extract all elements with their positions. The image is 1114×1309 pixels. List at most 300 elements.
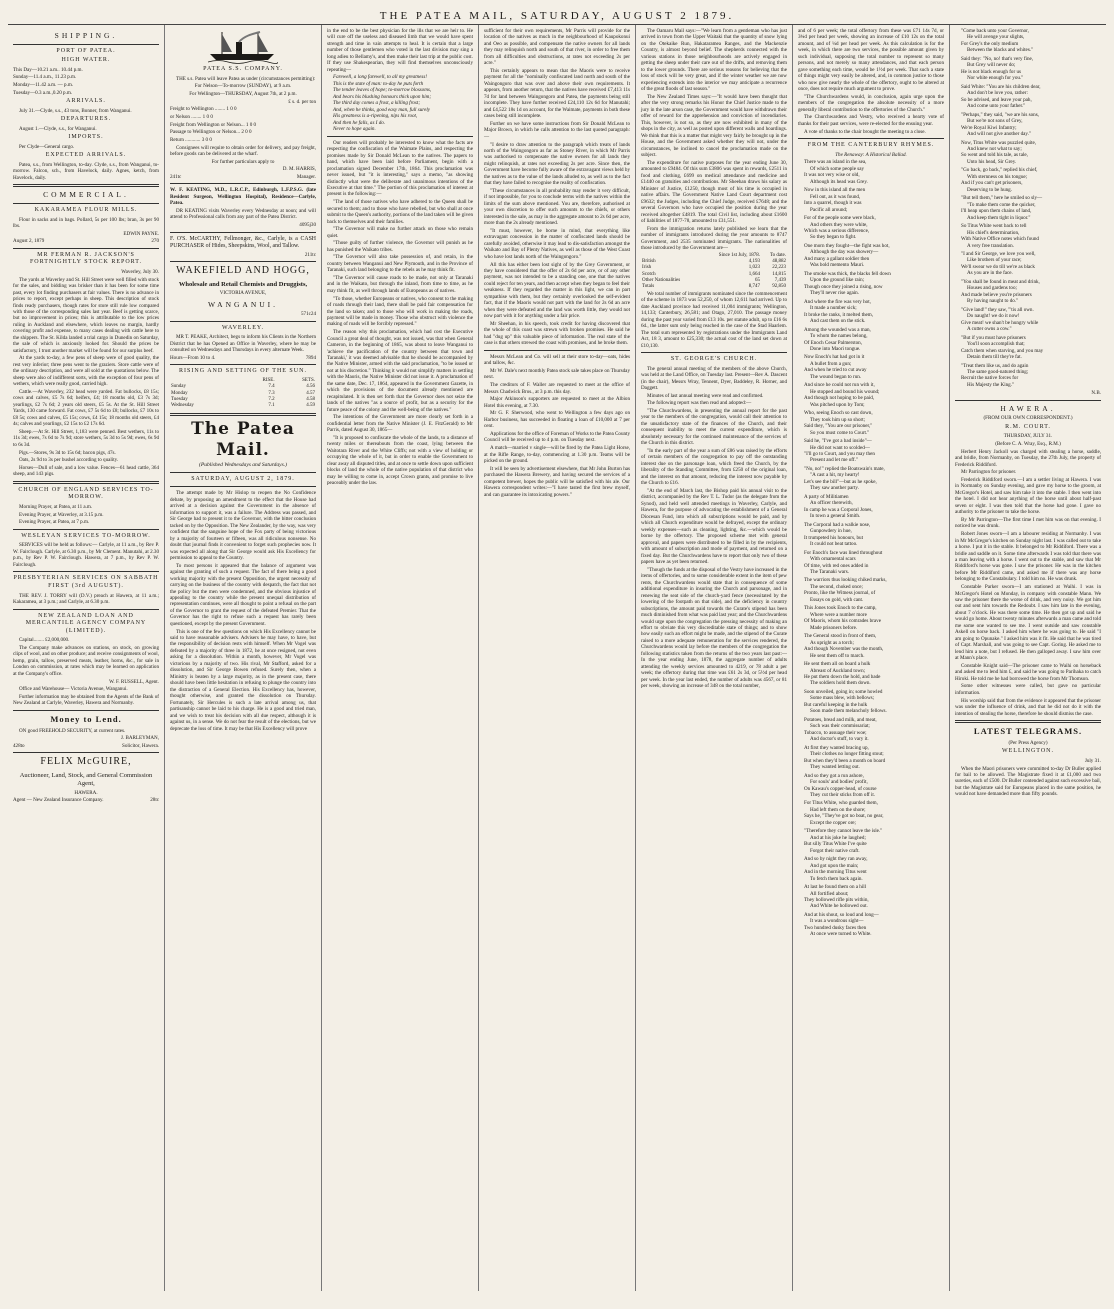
- telegrams-body: When the Maori prisoners were committed to-day Dr Buller applied for bail to be allowed. The Magistrate fixed it at £1,000 and two sureties, each of £500. Dr Buller contended against such excessive bail, but the Magistrate said for Europeans placed in the same position, he would not have demanded more than fifty pounds.: [955, 765, 1101, 798]
- verse-line: They cut their sticks from off it.: [810, 791, 876, 798]
- verse-line: A cutter owns a cow.": [967, 326, 1012, 333]
- verse-line: They hollowed rifle pits within,: [804, 897, 869, 904]
- court-before: (Before C. A. Wray, Esq., R.M.): [995, 441, 1061, 448]
- verse-line: Upon the ground like rain;: [810, 277, 865, 284]
- article-para: "The Governor will make no further attack on those who remain quiet.: [327, 226, 473, 239]
- verse-line: The second, choked once;: [810, 583, 863, 590]
- company-heading: PATEA S.S. COMPANY.: [203, 66, 283, 72]
- article-para: Mr Sheehan, in his speech, took credit for having discovered that the whole of this coast was strewn with broken promises. He said he had "dug up" this valuable piece of information. The real state of the case is that others strewed the coast with promises, and he broke them.: [484, 320, 630, 347]
- verse-line: Potatoes, bread and milk, and meat,: [804, 716, 877, 723]
- news-item: From the immigration returns lately published we learn that the number of immigrants introduced during the year amounts to 8747 Government, and 2535 nominated immigrants. The nationalities of those introduced by the Government are—: [641, 225, 787, 252]
- divider: [327, 136, 473, 137]
- freight-heading: £ s. d. per ton: [288, 98, 316, 105]
- verse-line: Said he, "I've got a bad inside"—: [804, 438, 872, 445]
- felix-body: Auctioneer, Land, Stock, and General Commission Agent,: [19, 772, 153, 788]
- divider: [170, 413, 316, 416]
- verse-line: Nor white enough for you.": [967, 75, 1024, 82]
- verse-line: On Kawau's copper-head, of course: [804, 785, 877, 792]
- church-meeting-para: "The Churchwardens would, in conclusion, again urge upon the members of the congregation the absolute necessity of a more generally liberal contribution to the offertories of the Church.": [798, 93, 944, 113]
- verse-line: And keep them tight in liquor.": [967, 214, 1031, 221]
- sun-table-heading: RISING AND SETTING OF THE SUN.: [179, 368, 307, 375]
- verse-line: For Enoch's face was lined throughout: [804, 549, 883, 556]
- verse-line: "Therefore they cannot leave the isle.": [804, 828, 883, 835]
- rhymes-heading: FROM THE CANTERBURY RHYMES.: [807, 142, 935, 149]
- verse-line: And, when he thinks, good easy man, full surely: [333, 106, 431, 113]
- verse-line: Now in this island all the men: [804, 187, 866, 194]
- tide-line: Monday—11.42 a.m. — p.m.: [13, 82, 74, 89]
- verse-line: There was an island in the sea,: [804, 159, 867, 166]
- verse-line: The same good-natured thing;: [967, 368, 1029, 375]
- divider: [798, 138, 944, 139]
- sun-table-row: Wednesday 7.1 4.59: [171, 403, 315, 409]
- verse-line: Present and let me off.": [810, 457, 858, 464]
- verse-line: Between the blacks and whites.": [967, 47, 1034, 54]
- article-para: "The Governor will cause roads to be made, not only at Taranaki and in the Waikato, but through the inland, from time to time, as he may think fit, as well through lands of Europeans as of natives.: [327, 275, 473, 294]
- keating-body: DR KEATING visits Waverley every Wednesday at noon; and will attend to Professional calls from any part of the Patea District.: [170, 208, 316, 221]
- verse-line: And though November was the month,: [804, 646, 884, 653]
- verse-line: But when they'd been a month on board: [804, 757, 886, 764]
- article-para: "It is proposed to confiscate the whole of the lands, to a distance of twenty miles or thereabouts from the coast, lying between the Waitotara River and the White Cliffs; not with a view of holding or occupying the whole of it, but in order to enable the Government to clear away all disputed titles, and at once to settle down upon sufficient blocks of land the whole of the native population of that district who may be willing to come in, accept Crown grants, and promise to live peaceably under the law.: [327, 435, 473, 487]
- company-further: For further particulars apply to: [211, 158, 275, 165]
- freight-line: Passage to Wellington or Nelson... 2 0 0: [170, 129, 252, 136]
- verse-line: Was pitched upon by Tom;: [810, 401, 865, 408]
- news-item: Messrs McLean and Co. will sell at their store to-day—oats, hides and tallow, &c.: [484, 353, 630, 367]
- company-note: Consignees will require to obtain order for delivery, and pay freight, before goods can be delivered at the wharf.: [170, 144, 316, 157]
- verse-line: Let's see the bill"—but as he spoke,: [804, 478, 877, 485]
- newspaper-page: [8, 8, 1106, 1292]
- departures-heading: DEPARTURES.: [60, 116, 112, 123]
- editorial-para: The attempt made by Mr Hislop to reopen the No Confidence debate, by proposing an amendment to the effect that the House had arrived at a decision against the Government in the absence of information to support it, was a failure. The Address was passed, and Sir George had to present it to the Governor, with the bitter conclusion tacked on by the Opposition. The New Zealander, by the way, was very confident that the sanguine hope of the Fox party of being victorious by a majority of fourteen or fifteen, was all ridiculous nonsense. No doubt that journal finds it convenient to forget such prophecies now. It was expected all along that Sir George would ask His Excellency for permission to appeal to the Country.: [170, 490, 316, 561]
- church-line: Evening Prayer, at Waverley, at 3.15 p.m.: [19, 511, 104, 518]
- stock-report-para: At the yards to-day, a few pens of sheep were of good quality, the rest very inferior; three pens went to the graziers. Store cattle were of the ordinary description, and were all sold at the quotations below. The sheep were also of indifferent sorts, with the exception of four pens of wethers, which were really good, carried high.: [13, 355, 159, 388]
- verse-line: Some mass blew, with bellows;: [810, 695, 875, 702]
- verse-line: His greatness is a-ripening, nips his root,: [333, 113, 418, 120]
- tide-line: Sunday—11.4 a.m., 11.23 p.m.: [13, 74, 77, 81]
- verse-line: Except the copper ore;: [810, 819, 856, 826]
- verse-line: And at his joke he laughed;: [810, 834, 866, 841]
- expected-heading: EXPECTED ARRIVALS.: [45, 152, 127, 159]
- verse-line: But careful keeping in the hulk: [804, 701, 868, 708]
- verse-line: With ornamental scars: [810, 556, 856, 563]
- court-para: Mr Parrington for prisoner.: [961, 469, 1017, 476]
- article-para: "The Governor will also take possession of, and retain, in the country between Wanganui and New Plymouth, and in the Province of Taranaki, such land belonging to the rebels as he may think fit.: [327, 254, 473, 274]
- mills-heading: KAKARAMEA FLOUR MILLS.: [34, 206, 138, 213]
- ballad: [798, 159, 944, 938]
- verse-line: Never to hope again.: [333, 126, 376, 133]
- court-date: THURSDAY, JULY 31.: [1003, 433, 1053, 440]
- verse-line: Though once they joined a rising, now: [804, 283, 883, 290]
- port-heading: PORT OF PATEA.: [56, 47, 116, 54]
- stock-report-heading: MR FERMAN R. JACKSON'S FORTNIGHTLY STOCK REPORT.: [29, 251, 143, 266]
- verse-line: He sent them all on board a hulk: [804, 661, 871, 668]
- verse-line: The smoke was thick, the blacks fell down: [804, 270, 891, 277]
- verse-line: So went and told his tale, as tale,: [961, 152, 1028, 159]
- peake-hours: Hours—From 10 to 4. 7894: [170, 354, 316, 361]
- verse-line: "No, no!" replied the Boatswain's mate,: [804, 465, 885, 472]
- verse-line: Made prisoners before.: [810, 624, 858, 631]
- wakefield-address: VICTORIA AVENUE,: [219, 290, 267, 297]
- felix-agent: Agent — New Zealand Insurance Company. 28tc: [13, 797, 159, 804]
- sun-table-row: Sunday 7.4 4.56: [171, 384, 315, 390]
- verse-line: In camp he was a Corporal Jones,: [804, 506, 873, 513]
- divider: [170, 183, 316, 184]
- news-item: Applications for the office of Foreman of Works to the Patea County Council will be received up to 4 p.m. on Tuesday next.: [484, 430, 630, 444]
- verse-line: They took him up so short;: [810, 416, 866, 423]
- church-meeting-para: A vote of thanks to the chair brought the meeting to a close.: [804, 128, 926, 135]
- verse-line: Give meat! we shan't be hungry while: [961, 319, 1039, 326]
- divider: [13, 203, 159, 204]
- verse-line: Was bold memento Mauri.: [810, 262, 865, 269]
- verse-line: It broke the ranks, it melted them,: [804, 311, 874, 318]
- news-item: Mr G. F. Sherwood, who went to Wellington a few days ago on Harbor business, has succeeded in floating a loan of £10,000 at 7 per cent.: [484, 410, 630, 430]
- money-to-lend-body: ON good FREEHOLD SECURITY, at current rates.: [19, 727, 126, 734]
- mills-date: August 2, 1879 270: [13, 238, 159, 245]
- verse-line: For Titus White, who guarded them,: [804, 800, 878, 807]
- verse-line: And though not hoping to be paid,: [804, 395, 875, 402]
- verse-line: "Give land!" they saw, "'tis all own.: [961, 306, 1034, 313]
- article-para: The reason why this proclamation, which had cost the Executive Council a great deal of thought, was not issued, was that when General Cameron, in the beginning of 1865, was about to leave Wanganui to 'achieve the pacification of the country between that town and Taranaki,' it was deemed advisable that he should be accompanied by the Native Minister, armed with the said proclamation, "to be issued or not at his discretion." Thinking it would not simplify matters in settling with the Maoris, the Native Minister did not issue it. A proclamation of the same date, Dec. 17, 1864, appeared in the Government Gazette, in which the provisions of the document already mentioned are recapitulated. It is then set forth that the Governor does not seize the lands of the natives "as a source of profit, but as a security for the future peace of the colony and the well-being of the natives.": [327, 329, 473, 413]
- verse-line: And when he tried to cut away: [804, 367, 867, 374]
- expected-text: Patea, s.s., from Wellington, to-day. Clyde, s.s., from Wanganui, to-morrow. Falcon, sch., from Havelock, daily. Agnes, ketch, from Havelock, daily.: [13, 162, 159, 181]
- verse-line: Of which some people say: [810, 165, 865, 172]
- verse-line: Now Enoch's hat had got in it: [804, 354, 865, 361]
- column-5: [635, 25, 792, 1291]
- verse-line: A very free translation.: [967, 242, 1014, 249]
- imports-text: Per Clyde—General cargo.: [19, 143, 75, 150]
- wesleyan-text: SERVICES will be held as follows:— Carlyle, at 11 a.m., by Rev P. W. Fairclough. Carlyle, at 6.30 p.m., by Mr Clement. Manutahi, at 2.30 p.m., by Rev P. W. Fairclough. Hawera, at 7 p.m., by Rev P. W. Fairclough.: [13, 542, 159, 568]
- court-para: By Mr Parrington—The first time I met him was on that evening. I noticed he was drunk.: [955, 517, 1101, 530]
- paper-date: SATURDAY, AUGUST 2, 1879.: [191, 475, 295, 482]
- article-para: Further on we have some instructions from Sir Donald McLean to Major Brown, in which he calls attention to the last quoted paragraph:—: [484, 120, 630, 140]
- article-para: "The land of those natives who have adhered to the Queen shall be secured to them; and to those who have rebelled, but who shall at once submit to the Queen's authority, portions of the land taken will be given back to themselves and their families.: [327, 199, 473, 225]
- stock-report-dateline: Waverley, July 30.: [121, 269, 159, 276]
- divider: [13, 609, 159, 610]
- news-item: The expenditure for native purposes for the year ending June 30, amounted to £9484. Of this sum £3806 was spent in rewards, £2511 in food and clothing, £699 on medical attendance and medicine and £1440 on gratuities and contributions. Mr Sheehan draws his salary as Minister of Justice, £1250, though most of his time is occupied in native affairs. The Government Native Land Court department cost £9632; the Judges, including the Chief Judge, received £7648; and the several Governors who have occupied the position during the year received altogether £4819. The total Civil list, including about £1600 of liabilities of 1877-78, amounted to £31,551.: [641, 159, 787, 224]
- verse-line: So you must come to Court.": [810, 429, 870, 436]
- hawera-subheading: (FROM OUR OWN CORRESPONDENT.): [983, 415, 1073, 422]
- freight-line: Freight to Wellington ........ 1 0 0: [170, 106, 237, 113]
- verse-line: He put them down the hold, and bade: [804, 674, 881, 681]
- wakefield-heading: WAKEFIELD AND HOGG,: [176, 264, 310, 276]
- verse-line: And if you can't get prisoners,: [961, 180, 1023, 187]
- verse-line: So they began to fight.: [810, 234, 857, 241]
- column-1: [8, 25, 164, 1291]
- church-meeting-para: The Churchwardens and Vestry, who received a hearty vote of thanks for their past services, were re-elected for the ensuing year.: [798, 114, 944, 127]
- church-line: Morning Prayer, at Patea, at 11 a.m.: [19, 504, 93, 511]
- verse-line: Essays on gold, with cant.: [810, 596, 864, 603]
- verse-line: Their clothes no longer fitting stout;: [810, 751, 884, 758]
- church-meeting-para: The general annual meeting of the members of the above Church, was held at the Land Office, on Tuesday last. Present—Rev A. Dascent (in the chair), Messrs Wray, Tennent, Dyer, Baddeley, R. Horner, and Daggett.: [641, 365, 787, 391]
- divider: [13, 184, 159, 187]
- verse-line: To fetch them back again.: [810, 875, 863, 882]
- loan-agency-heading: NEW ZEALAND LOAN AND MERCANTILE AGENCY COMPANY (LIMITED).: [25, 612, 147, 634]
- verse-line: To whom the names belong,: [810, 333, 868, 340]
- verse-line: He sent them off to march.: [810, 652, 865, 659]
- loan-agency-body: The Company make advances on stations, on stock, on growing clips of wool, and on other produce; and receive consignments of wool, hemp, grain, tallow, preserved meats, leather, horns, &c., for sale in London on commission, at rates which may be learned on application at the Company's office.: [13, 644, 159, 677]
- verse-line: "I'll go to Court, and you may then: [804, 451, 875, 458]
- verse-line: But Grey will never do;: [967, 62, 1016, 69]
- peake-text: MR T. PEAKE, Architect, begs to inform his Clients in the Northern District that he has Opened an Office in Waverley, where he may be consulted on Wednesdays and Thursdays in every alternate Week.: [170, 334, 316, 354]
- verse-line: Tobacco, to assuage their woe;: [804, 729, 867, 736]
- immigration-table-total: Totals 8,747 92,850: [642, 284, 786, 290]
- church-meeting-heading: ST. GEORGE'S CHURCH.: [670, 355, 758, 362]
- verse-line: It made a number sick;: [810, 305, 857, 312]
- verse-line: Although the day was showery—: [810, 249, 879, 256]
- verse-line: I'll heap upon them chains of land,: [961, 208, 1032, 215]
- verse-line: And many a gallant soldier then: [804, 255, 870, 262]
- church-meeting-para: "At the end of March last, the Bishop paid his annual visit to the district, accompanied by the Rev T. L. Tudor (as the delegate from the Synod), and held well attended meetings in Waverley, Carlyle, and Hawera, for the purpose of advocating the establishment of a General Diocesan Fund, into which all subscriptions would be paid, and by which all Church expenditure would be defrayed, except the ordinary weekly expenses—such as cleaning, lighting, &c.—which would be borne by the offertory. The proposed scheme met with general approval, and papers were distributed to be filled in by the recipients, with amount of subscription and mode of payment, and returned on a fixed day. But the Churchwardens have to report that only two of these papers have as yet been returned.: [641, 487, 787, 566]
- verse-line: Had left them on the shore;: [810, 806, 866, 813]
- verse-line: Unto his head, Sir Grey.: [967, 158, 1017, 165]
- verse-line: "But if you must have prisoners: [961, 334, 1026, 341]
- court-para: Constable Parker sworn—I am stationed at Waihi. I was in McGregor's Hotel on Monday, in company with constable Mann. We saw the prisoner there the worse of drink, and very noisy. We got him out and sent him towards the Redoubt. I saw him late in the evening, about 7 o'clock. He was there some time. He then got up and said he would go home. About twenty minutes afterwards a man came and told me some one wanted to see me. I went outside and saw constable Askell on horse back. I asked him where he was going to. He said "I am going to Opunake." I asked him was it fit. He said that he was tired of Capt. Marshall, and was going to see Capt. Goring. He asked me to lend him a note, but I refused. He then galloped away. I saw him over at Mann's place.: [955, 584, 1101, 662]
- verse-line: A party of Militiamen: [804, 493, 849, 500]
- verse-line: And where the fire was very hot,: [804, 298, 871, 305]
- mccarthy-text: F. O'S. McCARTHY, Fellmonger, &c., Carlyle, is a CASH PURCHASER of Hides, Sheepskins, Wool, and Tallow.: [170, 235, 316, 249]
- wakefield-subheading: Wholesale and Retail Chemists and Druggists,: [178, 280, 308, 288]
- church-meeting-para: "In the early part of the year a sum of £86 was raised by the efforts of certain members of the congregation to pay off the outstanding interest due on the parsonage loan, which freed the Church, by the liberality of the Standing Committee, from £250 of the original loan, and the interest on that amount, reducing the interest now payable by the Church to £16.: [641, 447, 787, 487]
- freight-line: Return ............ 3 0 0: [170, 136, 212, 143]
- news-item: We total number of immigrants nominated since the commencement of the scheme in 1873 was 52,250, of whom 12,611 had arrived. Up to date Auckland province had received 11,004 immigrants; Wellington, 14,133; Canterbury, 26,581; and Otago, 27,010. The passage money during the past year varied from £13 10s. per statute adult, up to £16 6s 6d., the latter sum only being reached in the case of the Stad Haarlem. The total sum represented by registrations under the Immigrants Land Act, 18 3, amount to £25,330; the actual cost of the land set down at £10,130.: [641, 290, 787, 349]
- verse-line: We'll swear we do till we're as black: [961, 263, 1035, 270]
- verse-line: Pronto, like the Witness journal, of: [804, 590, 876, 597]
- wesleyan-heading: WESLEYAN SERVICES TO-MORROW.: [21, 532, 151, 539]
- verse-line: Done into Maori tongue.: [810, 345, 861, 352]
- verse-line: Pacific all around;: [810, 206, 848, 213]
- verse-line: The soldiers hold them down.: [810, 680, 871, 687]
- church-meeting-para: "The Churchwardens, in presenting the annual report for the past year to the members of the congregation, would call their attention to the unsatisfactory state of the finances of the Church, and their consequent inability to meet the current expenditure, which is absolutely necessary for the continued maintenance of the services of the Church in this district.: [641, 407, 787, 447]
- verse-line: He is not black enough for us: [961, 68, 1021, 75]
- mills-signature: EDWIN PAYNE.: [123, 230, 159, 237]
- verse-line: This is the state of man: to-day he puts forth: [333, 80, 424, 87]
- money-to-lend-signature: J. BARLEYMAN,: [120, 735, 159, 742]
- verse-line: "A cast a hit, my hearty!: [810, 472, 860, 479]
- presbyterian-text: THE REV. J. TORRY will (D.V.) preach at Hawera, at 11 a.m.; Kakaramea, at 3 p.m.; and Carlyle, at 6.30 p.m.: [13, 592, 159, 606]
- verse-line: Soon made them melancholy fellows.: [810, 708, 887, 715]
- verse-line: And knew not what to say;: [967, 145, 1022, 152]
- verse-line: Recruit the native forces for: [961, 375, 1019, 382]
- news-item: Major Atkinson's supporters are requested to meet at the Albion Hotel this evening, at 7.30.: [484, 396, 630, 409]
- stock-report-para: Sheep.—At St. Hill Street, 1,183 were penned. Best wethers, 11s to 11s 3d; ewes, 7s 6d to 7s 9d; store wethers, 5s 3d to 5s 9d; ewes, 6s 9d to 6s 3d.: [13, 429, 159, 448]
- church-meeting-para: "Though the funds at the disposal of the Vestry have increased in the items of offertories, and to some considerable extent in the item of pew rents, the Churchwardens would state that in consequence of some additional expenditure in insuring the Church and parsonage, and in renewing the seat side of the church-yard fence (necessitated by the lowering of the footpath on that side), and the deficiency in country subscriptions, the amount paid towards the Curate's stipend has been much diminished from what was paid last year; and the Churchwardens would urge upon the congregation the pressing necessity of making an effort to obviate this very discreditable state of things; and to show how easily such an effort might be made, and the stipend of the Curate raised to a more adequate remuneration for the services rendered, the Churchwardens would lay before the members of the congregation the following statistics taken from the returns of the two years last past:—In the year ending June, 1878, the aggregate number of adults attending the weekly services amounted to 4219, or 78 adult a per week; the offertory during that time was £61 2s 3d, or 5½d per head per week. In the year last ended, the number of adults was 4567, or 81 per week, showing an increase of 348 on the total number,: [641, 566, 787, 690]
- article-para: in the end to be the best physician for the ills that we are heir to. He will cure off the useless and diseased limb that we would have spent strength and time in vain attempts to heal. It is certain that a large number of those gentlemen who voted in the last division may sing a long adieu to Bellamy's, and then make their last trip at the public cost. If they use Shakespearian, they will find themselves unconsciously repeating—: [327, 28, 473, 73]
- verse-line: Fell out, as it was found,: [810, 193, 861, 200]
- stock-report-para: The yards at Waverley and St. Hill Street were well filled with stock for the sales, and bidding was brisker than it has been for some time past, every lot finding purchasers at fair values. There is no advance in prices to report, except perhaps in sheep. This description of stock finds ready purchasers, though rates for store still rule low compared with those of the corresponding sales last year. Beef is getting scarce, but no improvement in prices; this is attributable to the low prices ruling in Auckland and elsewhere, which leaves no margin, hardly covering profit and expense, to many cases dealing with cattle here to the shippers. The St. Kilda landed a trial cargo in Dunedin on Saturday, the sale of which is anxiously looked for. Should the prices be satisfactory, I trust another market will be found for our surplus beef.: [13, 276, 159, 354]
- waverley-heading: WAVERLEY.: [222, 324, 264, 331]
- money-to-lend-heading: Money to Lend.: [50, 713, 122, 724]
- divider: [641, 352, 787, 353]
- verse-line: As upright as a torch;: [810, 639, 854, 646]
- church-meeting-para: and of 6 per week; the total offertory from these was £71 14s 7d, or 3¾d per head per week, showing an increase of £10 12s on the total amount, and of ¼d per head per week. As this calculation is for the week, in which there are two services, the possible amount given by such individual, supposing the total number to represent so many persons, and not merely so many attendances, and that each person gave something each time, would be 1½d per week. That such a state of things might very easily be altered, and, in common justice to those who now give nearly the whole of the offertory, ought to be altered at once, does not require much argument to prove.: [798, 28, 944, 93]
- editorial-para: To most persons it appeared that the balance of argument was against the granting of such a request. The fact of there being a good working majority with the present Opposition, the urgent necessity of carrying on the business of the country with despatch, the fact that not the policy but the men were condemned, and the obvious injustice of appealing to the country while the present unequal distribution of representation continues, were all thought to point a refusal on the part of the Governor to grant the request of the defeated Premier. That the Governor has the right to refuse such a request has rarely been questioned, except by the present Government.: [170, 562, 316, 627]
- verse-line: And will not give another day.": [967, 131, 1031, 138]
- church-meeting-para: The following report was then read and adopted:—: [647, 400, 752, 407]
- immigration-table-row: Irish 1,023 22,223: [642, 265, 786, 271]
- verse-line: Such was their commissariat;: [810, 723, 870, 730]
- paper-title: The Patea Mail.: [191, 418, 295, 461]
- article-para: The intentions of the Government are more clearly set forth in a confidential letter from the Native Minister (J. E. FitzGerald) to Mr Parris, dated August 30, 1865—: [327, 414, 473, 434]
- verse-line: The third day comes a frost, a killing frost;: [333, 100, 421, 107]
- verse-line: A bullet from a gun;: [810, 360, 852, 367]
- verse-line: Now, Titus White was puzzled quite,: [961, 139, 1036, 146]
- divider: [13, 481, 159, 484]
- verse-line: Among the wounded was a man,: [804, 326, 871, 333]
- verse-line: His Majesty the King.": [967, 381, 1015, 388]
- divider: [170, 486, 316, 487]
- presbyterian-heading: PRESBYTERIAN SERVICES ON SABBATH FIRST (3rd AUGUST).: [13, 575, 159, 589]
- verse-line: Abreast of Auckland town;: [810, 667, 866, 674]
- stock-report-para: Cattle.—At Waverley, 232 head were yarded. Fat bullocks, £8 15s; cows and calves, £5 7s 6d; heifers, £4; 18 months old, £3 7s 3d; yearlings, £2 7s 6d; 2 years old steers, £5 5s. At the St. Hill Street Yards, 130 came forward. Fat cows, £7 5s 6d to £8; bullocks, £7 10s to £8 5s; cows and calves, £5 15s; cows, £4 15s; 18 months old steers, £4 4s; calves and yearlings, £2 15s to £2 17s 6d.: [13, 389, 159, 428]
- divider: [170, 261, 316, 262]
- verse-line: For Grey's the only medium: [961, 40, 1019, 47]
- divider: [955, 720, 1101, 723]
- article-para: This certainly appears to mean that the Maoris were to receive payment for all the "nominally confiscated land north and south of the Waingongoro that was over and above their own requirements. It appears, from another return, that the natives have received £7,413 11s 7d for land between Waingongoro and Patea, the payments being still incomplete. They have further received £24,110 12s 6d for Manutahi; and £4,522 18s 1d on account, for the Waimate, payments in both these cases being still incomplete.: [484, 68, 630, 120]
- freight-line: Freight from Wellington or Nelson... 1 0 0: [170, 121, 257, 128]
- verse-line: Like brothers of your race;: [967, 257, 1022, 264]
- article-para: "These circumstances in all probability may render it very difficult, if not impossible, for you to conclude terms with the natives within the limits of the sum above mentioned. You are, therefore, authorised at your own discretion to offer such amounts to the chiefs, or others interested in the sale, as may in the aggregate amount to 2s 6d per acre, more than the 2s already mentioned.: [484, 188, 630, 227]
- arrivals-text: July 31.—Clyde, s.s., 43 tons, Bonner, from Wanganui.: [19, 107, 132, 114]
- immigration-table-row: British 4,193 48,882: [642, 259, 786, 265]
- verse-line: His chief's determination,: [967, 229, 1020, 236]
- church-heading: CHURCH OF ENGLAND SERVICES TO-MORROW.: [18, 486, 154, 501]
- verse-line: Deserving to be hung.: [967, 186, 1012, 193]
- stock-report-para: Pigs.—Stores, 9s 3d to 15s 6d; bacon pigs, 47s.: [19, 449, 116, 456]
- verse-line: Where were a number more: [810, 611, 867, 618]
- verse-line: "Perhaps," they said, "we are his sons,: [961, 111, 1039, 118]
- article-para: All this has either been lost sight of by the Grey Government, or they have considered that the offer of 2s 6d per acre, or of any other payment, was not intended to be a standing one, one that the natives could reject for ten years, and then accept when they began to feel their weakness. If they regarded the matter in this light, we can in part sympathise with them, but they certainly overlooked the self-evident fact, that if the Maoris would not part with the land for 2s 6d an acre when they were defeated and the land was worth little, they would not now part with it for anything under a fair price.: [484, 261, 630, 320]
- verse-line: Said they: "No, no! that's very fine,: [961, 55, 1034, 62]
- court-para: Constable Knight said—The prisoner came to Waihi on horseback and asked me to lend him £, and said he was going to Parihaka to catch Hiroki. He told me he had borrowed the horse from Mr Thomson.: [955, 662, 1101, 682]
- verse-line: He stopped and bound his wound;: [810, 388, 880, 395]
- verse-line: In town a general Smith.: [810, 513, 861, 520]
- company-signature: D. M. HARRIS,: [282, 166, 316, 173]
- editorial-para: This is one of the few questions on which His Excellency cannot be said to have reasonable advisers. Advisers he may have, to have, but the responsibility of decision rests with himself. When Mr Vogel was defeated by a majority of three in 1872, he at once resigned, not even asking for a dissolution. Within a month, however, Mr Vogel was victorious by a majority of two. His rival, Mr Stafford, asked for a dissolution, and Sir George Bowen refused. Surely then, when a Ministry is beaten by a large majority, as in the present case, there should have been little hesitation in refusing to plunge the country into the distraction of a General Election. His Excellency has, however, thought otherwise, and granted the dissolution on Thursday. Fortunately, Sir Hercules is such a late arrival among us, that partisanship cannot be laid to his charge. He is a good and tried man, and we wish to treat his decision with all due respect, although it is against us, in a sense. We do not fear the result of the elections, but we deprecate the loss of time. It may be that His Excellency will prove: [170, 628, 316, 732]
- news-item: Mr W. Dale's next monthly Patea stock sale takes place on Thursday next.: [484, 367, 630, 381]
- verse-line: And since he could not run with it,: [804, 382, 875, 389]
- loan-agency-further: Further information may be obtained from the Agents of the Bank of New Zealand at Carlyle, Waverley, Hawera and Normanby.: [13, 693, 159, 707]
- verse-line: "I and Sir George, we love you well,: [961, 251, 1036, 257]
- verse-line: We're Royal Kiwi Infantry;: [961, 124, 1017, 131]
- verse-line: The tender leaves of hope; to-morrow blossoms,: [333, 87, 432, 94]
- news-item: A match—married v single—will be fired by the Patea Light Horse, at the Rifle Range, to-day, commencing at 1.30 p.m. Teams will be picked on the ground.: [484, 445, 630, 464]
- hawera-heading: HAWERA.: [1000, 403, 1056, 413]
- article-para: Our readers will probably be interested to know what the facts are respecting the confiscation of the Waimate Plains, and respecting the promises made by Sir Donald McLean to the natives. The papers to hand, which have been laid before Parliament, begin with a proclamation signed December 17th, 1864. This proclamation was never issued, but "it is interesting," says a memo, "as showing distinctly what were the deliberate and unanimous intentions of the Executive at that time." The portion of this proclamation of interest at present is the following:—: [327, 139, 473, 198]
- verse-line: By having naught to do.": [967, 298, 1019, 305]
- court-para: Herbert Henry Jackoll was charged with stealing a horse, saddle, and bridle, from Normanby, on Tuesday, the 27th July, the property of Frederick Riddiford.: [955, 448, 1101, 468]
- verse-line: They'll never rise again.: [810, 290, 860, 297]
- verse-line: And cast them on the stick.: [810, 318, 866, 325]
- keating-ref: 4095j30: [299, 222, 316, 229]
- divider: [13, 248, 159, 249]
- divider: [13, 752, 159, 753]
- church-line: Evening Prayer, at Patea, at 7 p.m.: [19, 519, 90, 526]
- verse-line: And at his shout, so loud and long—: [804, 911, 879, 918]
- column-4: [478, 25, 635, 1291]
- verse-line: But silly Titus White I've quite: [804, 841, 867, 848]
- verse-line: "Treat them like us, and do again: [961, 362, 1029, 369]
- company-body: THE s.s. Patea will leave Patea as under (circumstances permitting):: [176, 75, 316, 82]
- shipping-heading: SHIPPING.: [54, 31, 118, 40]
- imports-heading: IMPORTS.: [68, 134, 104, 141]
- verse-line: It trumpeted his honours, but: [804, 534, 863, 541]
- verse-line: One morn they fought—the fight was hot,: [804, 242, 890, 249]
- verse-line: Gunpowdery in hue,: [810, 528, 852, 535]
- verse-line: The Corporal had a walkie nose,: [804, 521, 871, 528]
- verse-line: And White he hollowed out.: [810, 903, 868, 910]
- verse-line: An officer therewith,: [810, 500, 853, 507]
- verse-line: It could not beat tattoo.: [810, 541, 858, 548]
- news-item: The New Zealand Times says:—"It would have been thought that after the very strong remarks his Honor the Chief Justice made to the jury in the late arson case, the Government would have withdrawn their offer of reward for the apprehension and conviction of incendiaries. This, however, is not so, as they are now exhibited in many of the shops in the city, as well as posted upon different walls and hoardings. We think that this is a matter that might very fairly be brought up in the House, and the Government asked whether they will not, under the circumstances, be inclined to cancel the proclamation made on the subject.: [641, 93, 787, 159]
- news-item: The Oamaru Mail says:—"We learn from a gentleman who has just arrived in town from the Upper Waitaki that the quantity of snow lying on the Otekaike Run, Hakataramea Ranges, and the Mackenzie Country, is almost beyond belief. The shepherds connected with the various stations in those neighbourhoods are actively engaged in getting the sheep under their care out of the drifts, and removing them to the lower grounds. There are serious reasons for believing that the loss of stock will be very great, and if the winter weather we are now experiencing extends into the interior we may anticipate a recurrence of the great floods of last season.": [641, 28, 787, 93]
- columns: [8, 25, 1106, 1291]
- tide-line: Tuesday—0.3 a.m.,0.20 p.m.: [13, 89, 73, 96]
- telegrams-place: WELLINGTON.: [1001, 748, 1055, 755]
- verse-line: "But tell them," here he smiled so sly—: [961, 195, 1043, 202]
- divider: [484, 350, 630, 351]
- article-para: sufficient for their own requirements, Mr Parris will provide for the location of the natives as much in the neighbourhood of Kaupokonui and Oeo as possible, and compensate the native owners for all lands they may relinquish north and south of that river, in order to free them from all difficulties and obstructions, at rates not exceeding 2s per acre.": [484, 28, 630, 67]
- verse-line: But we're not sons of Grey,: [967, 118, 1023, 125]
- article-para: "It must, however, be borne in mind, that everything like extravagant concession in the matter of confiscated lands should be carefully avoided, otherwise it may lead to dis-satisfaction amongst the Waikato and Bay of Plenty Natives, as well as those of the West Coast who have lost lands north of the Waingongoro.": [484, 228, 630, 260]
- verse-line: They wanted letting out.: [810, 764, 860, 771]
- telegrams-source: (Per Press Agency): [1008, 739, 1048, 746]
- verse-line: As you are in the face.: [967, 270, 1013, 277]
- arrivals-heading: ARRIVALS.: [66, 98, 106, 105]
- court-para: Robert Jones sworn—I am a labourer residing at Normanby. I was in Mr McGregor's kitchen on Sunday night last. I was called out to take a horse. I put it in the stable. It belonged to Mr Riddiford. There was a bridle and saddle on it. Some time afterwards I was told that there was a man leaving with a horse. I went out to the stable, and saw that Mr Riddiford's horse was gone. I saw the prisoner. He was in the kitchen before Mr Riddiford came, and asked me if there was any horse belonging to the Constabulary. I told him no. He was drunk.: [955, 531, 1101, 583]
- verse-line: It was not very wise or old,: [804, 172, 860, 179]
- verse-line: Two hundred dusky faces then: [804, 924, 867, 931]
- column-3: [321, 25, 478, 1291]
- money-to-lend-role: 428to Solicitor, Hawera.: [13, 742, 159, 749]
- company-schedule: For Wellington—THURSDAY, August 7th, at 2 p.m.: [189, 90, 297, 97]
- verse-line: Catch them when starving, and you may: [961, 347, 1044, 354]
- loan-agency-office: Office and Warehouse— Victoria Avenue, Wanganui.: [19, 686, 128, 693]
- verse-line: Of time, with red ones added in: [804, 562, 869, 569]
- news-item: It will be seen by advertisement elsewhere, that Mr John Burton has purchased the Hawera Brewery, and having secured the services of a competent brewer, hopes the public will be satisfied with his ale. Our Hawera correspondent writes:—"I have tasted the first brew myself, and can guarantee its intoxicating powers.": [484, 465, 630, 498]
- verse-line: And doctor's stuff, to vary it.: [810, 736, 869, 743]
- sun-table: [170, 378, 316, 410]
- verse-line: With sternness on his tongue;: [967, 173, 1028, 180]
- verse-line: And so by night they ran away,: [804, 856, 868, 863]
- verse-line: Said White: "You are his children dear,: [961, 83, 1041, 90]
- steamship-icon: [208, 30, 278, 64]
- verse-line: Farewell, a long farewell, to all my greatness!: [333, 74, 428, 81]
- departures-text: August 1.—Clyde, s.s., for Wanganui.: [19, 125, 97, 132]
- freight-line: or Nelson ........ 1 0 0: [170, 113, 213, 120]
- verse-line: And bears his blushing honours thick upon him;: [333, 93, 432, 100]
- verse-line: And made believe you're prisoners: [961, 291, 1032, 298]
- commercial-heading: COMMERCIAL.: [43, 190, 129, 200]
- verse-line: Do naught! we do it now!: [967, 313, 1020, 320]
- verse-line: All fortified about;: [810, 890, 849, 897]
- divider: [170, 321, 316, 322]
- verse-line: Says he, "They've got no boat, no gear,: [804, 813, 884, 820]
- column-7: [949, 25, 1106, 1291]
- verse-line: For souls' and bodies' profit,: [810, 779, 868, 786]
- ballad-continued: [955, 28, 1101, 388]
- verse-line: And don't be love you, rather:: [967, 90, 1028, 97]
- divider: [13, 710, 159, 711]
- divider: [170, 232, 316, 233]
- rhymes-title: The Renaway: A Historical Ballad.: [835, 151, 907, 158]
- loan-agency-capital: Capital........ £2,000,000.: [19, 637, 70, 644]
- stock-report-para: Oats, 2s 9d to 3s per bushel according to quality.: [19, 457, 119, 464]
- company-schedule: For Nelson—To-morrow (SUNDAY), at 9 a.m.: [194, 83, 292, 90]
- verse-line: Houses and gardens too;: [967, 285, 1017, 292]
- immigration-table-row: Scotch 1,664 14,815: [642, 271, 786, 277]
- wakefield-town: WANGANUI.: [207, 299, 279, 309]
- verse-line: Detain them till they're fat.: [967, 354, 1022, 361]
- divider: [170, 364, 316, 365]
